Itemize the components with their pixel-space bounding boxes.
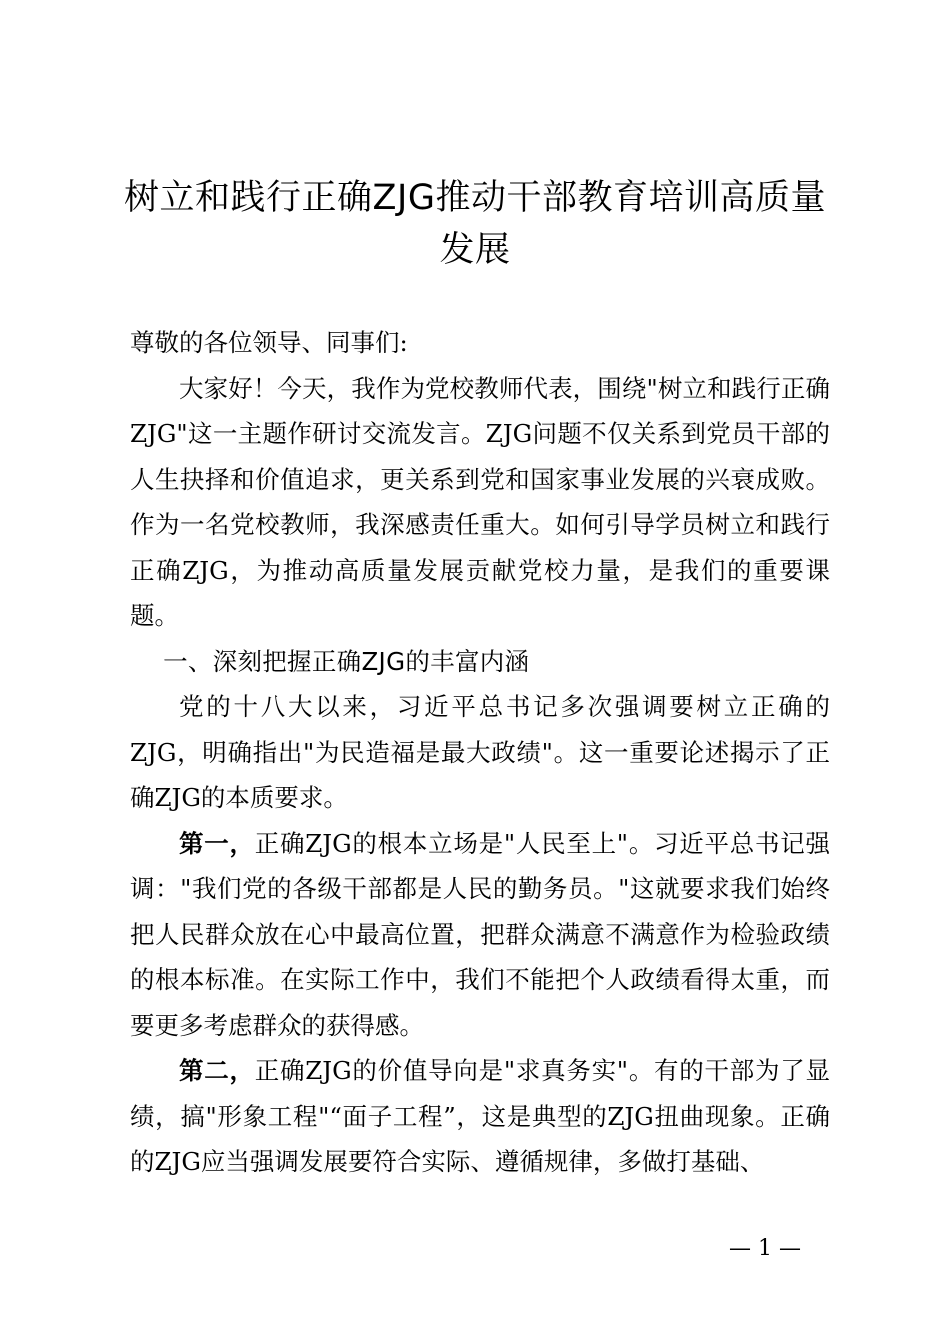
- point-two-paragraph: [130, 1048, 830, 1185]
- document-title: 树立和践行正确ZJG推动干部教育培训高质量发展: [124, 178, 826, 270]
- section-heading: 一、深刻把握正确ZJG的丰富内涵: [163, 646, 530, 676]
- point-two-lead: 第二，: [179, 1056, 255, 1085]
- page-number: — 1 —: [729, 1236, 801, 1261]
- point-one-paragraph: [130, 821, 830, 1049]
- document-body: [130, 320, 830, 1185]
- section-paragraph: 党的十八大以来，习近平总书记多次强调要树立正确的ZJG，明确指出"为民造福是最大政绩"。这一重要论述揭示了正确ZJG的本质要求。: [130, 692, 830, 812]
- point-one-lead: 第一，: [179, 828, 255, 858]
- intro-paragraph: 大家好！今天，我作为党校教师代表，围绕"树立和践行正确ZJG"这一主题作研讨交流发言。ZJG问题不仅关系到党员干部的人生抉择和价值追求，更关系到党和国家事业发展的兴衰成败。作为一名党校教师，我深感责任重大。如何引导学员树立和践行正确ZJG，为推动高质量发展贡献党校力量，是我们的重要课题。: [130, 373, 830, 630]
- salutation: 尊敬的各位领导、同事们:: [130, 328, 408, 357]
- point-one-text: 正确ZJG的根本立场是"人民至上"。习近平总书记强调："我们党的各级干部都是人民的勤务员。"这就要求我们始终把人民群众放在心中最高位置，把群众满意不满意作为检验政绩的根本标准。在实际工作中，我们不能把个人政绩看得太重，而要更多考虑群众的获得感。: [130, 828, 831, 1040]
- point-two-text: 正确ZJG的价值导向是"求真务实"。有的干部为了显绩，搞"形象工程"“面子工程”，这是典型的ZJG扭曲现象。正确的ZJG应当强调发展要符合实际、遵循规律，多做打基础、: [130, 1056, 831, 1176]
